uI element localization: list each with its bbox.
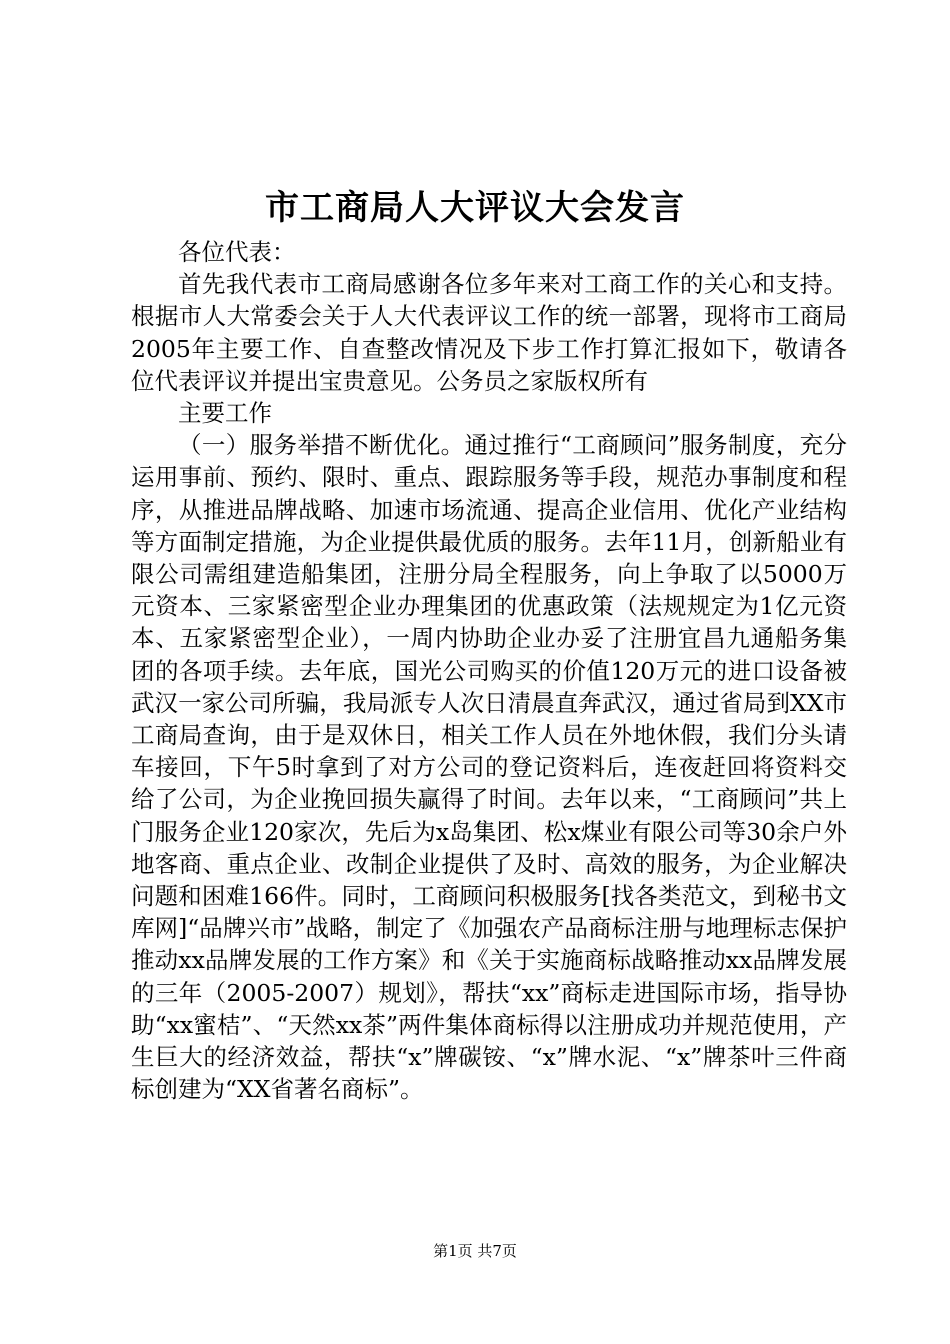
page-number-footer: 第1页 共7页	[433, 1242, 517, 1260]
document-title: 市工商局人大评议大会发言	[265, 188, 685, 228]
salutation-paragraph: 各位代表：	[178, 238, 296, 266]
document-body	[131, 236, 847, 1105]
section-heading: 主要工作	[178, 399, 272, 428]
intro-paragraph: 首先我代表市工商局感谢各位多年来对工商工作的关心和支持。根据市人大常委会关于人大代表评议工作的统一部署，现将市工商局2005年主要工作、自查整改情况及下步工作打算汇报如下，敬请各位代表评议并提出宝贵意见。公务员之家版权所有	[131, 270, 847, 395]
section-one-paragraph: （一）服务举措不断优化。通过推行“工商顾问”服务制度，充分运用事前、预约、限时、重点、跟踪服务等手段，规范办事制度和程序，从推进品牌战略、加速市场流通、提高企业信用、优化产业结构等方面制定措施，为企业提供最优质的服务。去年11月，创新船业有限公司需组建造船集团，注册分局全程服务，向上争取了以5000万元资本、三家紧密型企业办理集团的优惠政策（法规规定为1亿元资本、五家紧密型企业），一周内协助企业办妥了注册宜昌九通船务集团的各项手续。去年底，国光公司购买的价值120万元的进口设备被武汉一家公司所骗，我局派专人次日清晨直奔武汉，通过省局到XX市工商局查询，由于是双休日，相关工作人员在外地休假，我们分头请车接回，下午5时拿到了对方公司的登记资料后，连夜赶回将资料交给了公司，为企业挽回损失赢得了时间。去年以来，“工商顾问”共上门服务企业120家次，先后为x岛集团、松x煤业有限公司等30余户外地客商、重点企业、改制企业提供了及时、高效的服务，为企业解决问题和困难166件。同时，工商顾问积极服务[找各类范文，到秘书文库网]“品牌兴市”战略，制定了《加强农产品商标注册与地理标志保护推动xx品牌发展的工作方案》和《关于实施商标战略推动xx品牌发展的三年（2005-2007）规划》，帮扶“xx”商标走进国际市场，指导协助“xx蜜桔”、“天然xx茶”两件集体商标得以注册成功并规范使用，产生巨大的经济效益，帮扶“x”牌碳铵、“x”牌水泥、“x”牌茶叶三件商标创建为“XX省著名商标”。	[131, 431, 847, 1104]
